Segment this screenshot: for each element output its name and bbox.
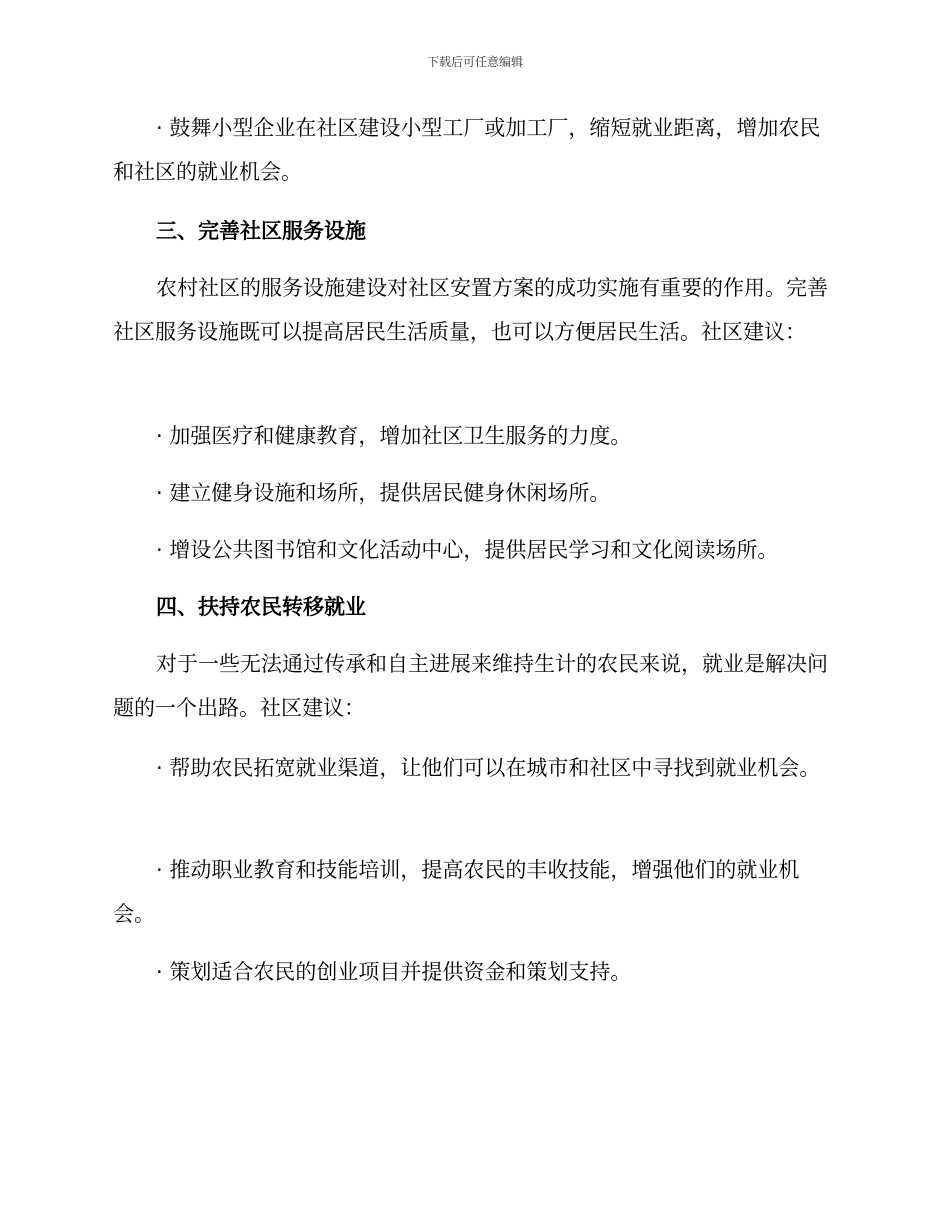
page-header: 下载后可任意编辑 [426, 55, 523, 69]
paragraph-services-intro [113, 266, 835, 354]
paragraph-text: 农村社区的服务设施建设对社区安置方案的成功实施有重要的作用。完善社区服务设施既可以提高居民生活质量，也可以方便居民生活。社区建议： [113, 276, 828, 344]
bullet-library: · 增设公共图书馆和文化活动中心，提供居民学习和文化阅读场所。 [156, 538, 779, 562]
bullet-training [113, 848, 835, 936]
paragraph-text: 对于一些无法通过传承和自主进展来维持生计的农民来说，就业是解决问题的一个出路。社区建议： [113, 652, 828, 720]
paragraph-text: · 推动职业教育和技能培训，提高农民的丰收技能，增强他们的就业机会。 [113, 858, 800, 926]
bullet-fitness: · 建立健身设施和场所，提供居民健身休闲场所。 [156, 481, 611, 505]
paragraph-employment-intro [113, 642, 835, 730]
section-heading-4: 四、扶持农民转移就业 [156, 595, 366, 619]
bullet-channels [113, 746, 835, 790]
section-heading-3: 三、完善社区服务设施 [156, 219, 366, 243]
paragraph-text: · 帮助农民拓宽就业渠道，让他们可以在城市和社区中寻找到就业机会。 [156, 756, 821, 780]
bullet-startup: · 策划适合农民的创业项目并提供资金和策划支持。 [156, 960, 632, 984]
paragraph-text: · 鼓舞小型企业在社区建设小型工厂或加工厂，缩短就业距离，增加农民和社区的就业机会。 [113, 116, 821, 184]
bullet-medical: · 加强医疗和健康教育，增加社区卫生服务的力度。 [156, 424, 632, 448]
paragraph-factory-bullet [113, 106, 835, 194]
